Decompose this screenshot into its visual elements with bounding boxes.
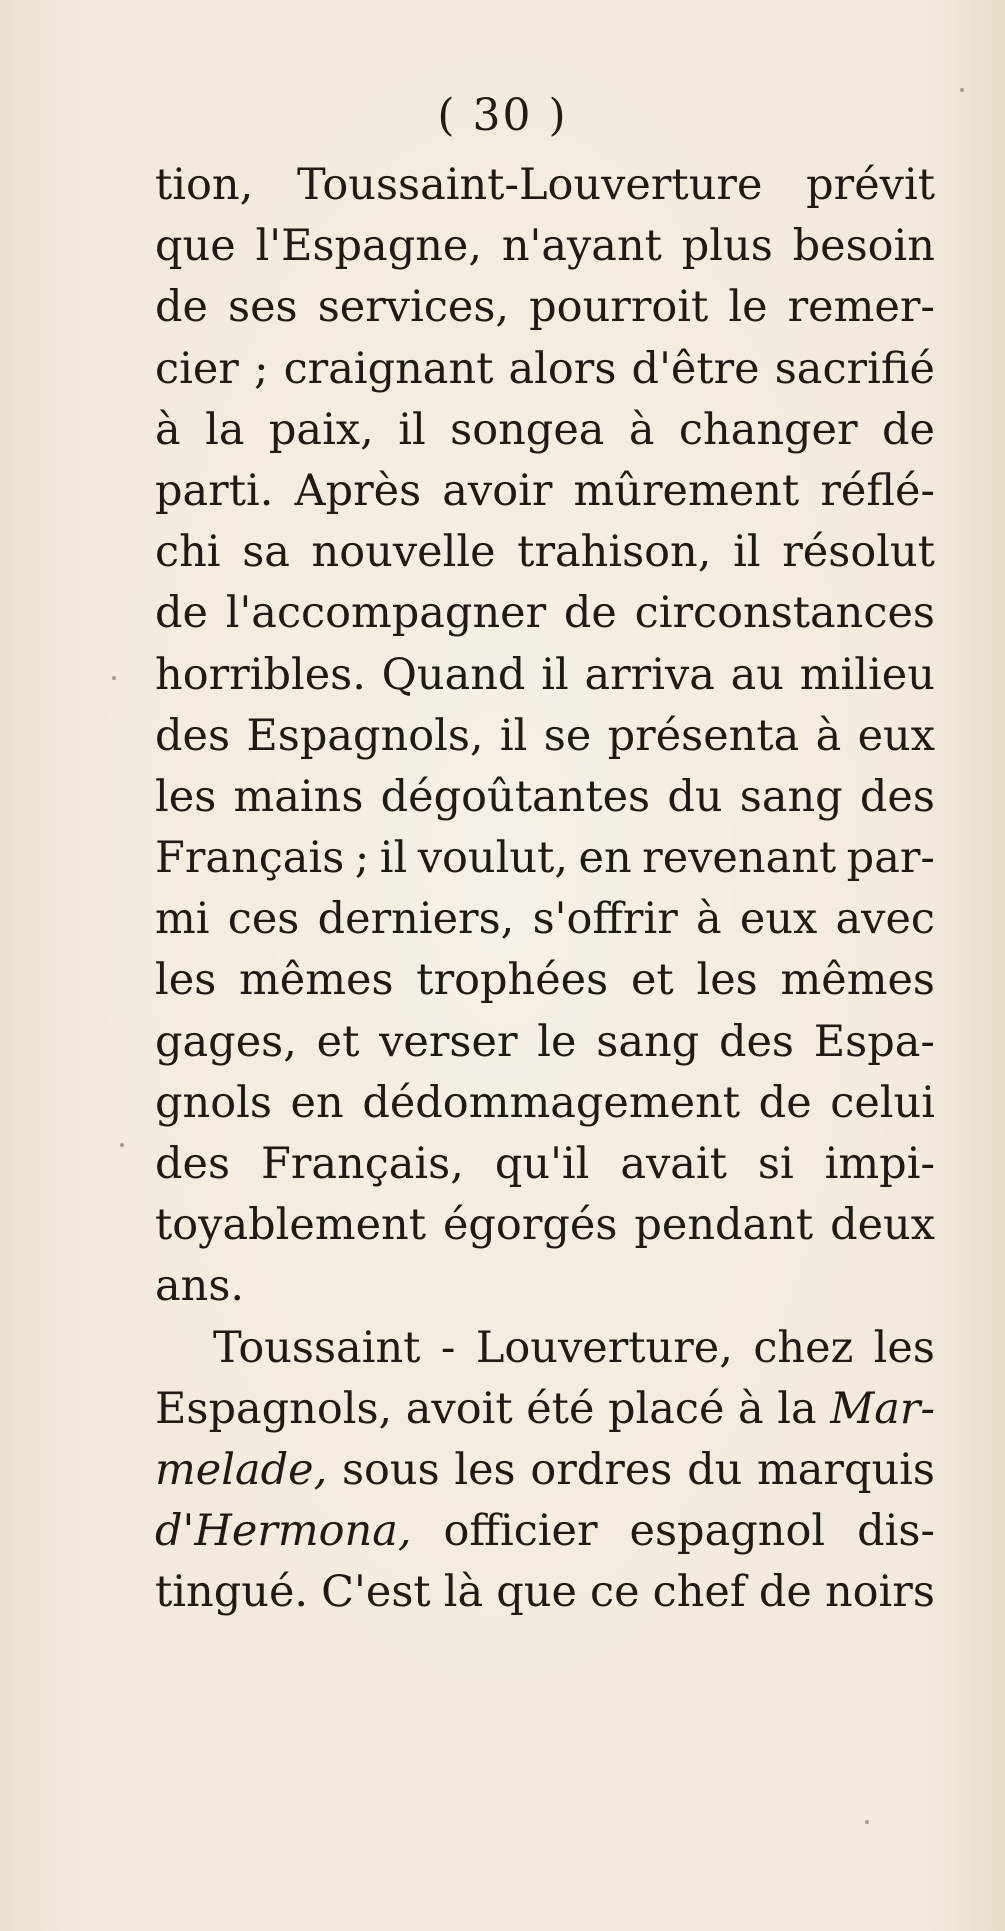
word: arriva: [584, 649, 715, 700]
word: sang: [596, 1016, 700, 1067]
word: impi-: [824, 1139, 935, 1189]
word: et: [316, 1016, 360, 1067]
word: du: [687, 1444, 743, 1495]
ink-speck: [960, 88, 964, 92]
word: milieu: [799, 649, 935, 700]
word: de: [155, 588, 208, 639]
word: des: [718, 1016, 794, 1067]
word: été: [526, 1383, 595, 1434]
word: pourroit: [529, 282, 709, 333]
word: d'Hermona,: [155, 1506, 412, 1557]
word: en: [290, 1077, 344, 1128]
word: avait: [620, 1139, 727, 1189]
text-line: [155, 1318, 935, 1379]
word: au: [730, 649, 785, 700]
word: là: [443, 1567, 484, 1618]
word: chez: [753, 1322, 854, 1373]
word: Espagnols,: [246, 710, 484, 761]
word: la: [205, 404, 245, 455]
text-line: [155, 461, 935, 522]
word: il: [499, 710, 528, 761]
word: Mar-: [830, 1383, 935, 1434]
word: remer-: [787, 282, 935, 333]
word: avec: [835, 894, 935, 945]
ink-speck: [112, 676, 116, 680]
word: d'être: [631, 343, 760, 394]
word: melade,: [155, 1444, 328, 1495]
word: il: [379, 833, 408, 884]
word: en: [578, 833, 632, 884]
word: à: [155, 404, 181, 455]
word: de: [758, 1077, 812, 1128]
word: Après: [294, 465, 422, 516]
text-line: [155, 522, 935, 583]
word: mi: [155, 894, 210, 945]
ink-speck: [865, 1820, 869, 1824]
text-line: [155, 339, 935, 400]
word: trahison,: [517, 527, 712, 578]
word: dégoûtantes: [380, 771, 651, 822]
word: les: [696, 955, 758, 1006]
word: Louverture,: [475, 1322, 733, 1373]
text-line: [155, 1256, 935, 1317]
word: celui: [830, 1077, 935, 1128]
word: revenant: [642, 833, 837, 884]
word: ces: [227, 894, 300, 945]
word: ordres: [530, 1444, 673, 1495]
word: eux: [857, 710, 935, 761]
word: Toussaint: [213, 1322, 421, 1373]
word: placé: [608, 1383, 725, 1434]
word: tingué.: [155, 1567, 309, 1618]
word: tion,: [155, 160, 254, 210]
word: nouvelle: [311, 527, 496, 578]
word: des: [155, 1139, 231, 1189]
text-line: [155, 645, 935, 706]
word: sous: [341, 1444, 440, 1495]
word: Toussaint-Louverture: [297, 160, 763, 210]
word: il: [541, 649, 569, 700]
word: si: [757, 1139, 794, 1189]
word: Français,: [260, 1139, 464, 1189]
word: Espa-: [813, 1016, 935, 1067]
word: qu'il: [494, 1139, 590, 1189]
word: pendant: [634, 1200, 814, 1251]
word: de: [563, 588, 617, 639]
text-line: [155, 1379, 935, 1440]
text-line: [155, 767, 935, 828]
word: deux: [830, 1200, 935, 1251]
text-line: [155, 950, 935, 1011]
word: besoin: [792, 221, 935, 272]
word: du: [667, 771, 723, 822]
text-line: [155, 828, 935, 889]
word: verser: [379, 1016, 518, 1067]
word: des: [155, 710, 231, 761]
word: gages,: [155, 1016, 297, 1067]
text-line: [155, 1073, 935, 1134]
word: s'offrir: [532, 894, 678, 945]
word: cier: [155, 343, 239, 394]
word: horribles.: [155, 649, 366, 700]
word: les: [454, 1444, 516, 1495]
word: résolut: [782, 527, 935, 578]
word: il: [398, 404, 426, 455]
text-line: [155, 1134, 935, 1195]
word: les: [155, 771, 217, 822]
word: à: [738, 1383, 764, 1434]
word: chef: [652, 1567, 746, 1618]
word: derniers,: [317, 894, 515, 945]
word: C'est: [321, 1567, 431, 1618]
word: ce: [590, 1567, 640, 1618]
word: par-: [846, 833, 935, 884]
word: à: [628, 404, 655, 455]
word: les: [155, 955, 217, 1006]
word: noirs: [824, 1567, 935, 1618]
word: ses: [228, 282, 298, 333]
word: Français: [155, 833, 345, 884]
word: officier: [443, 1506, 598, 1557]
word: Espagnols,: [155, 1383, 393, 1434]
word: services,: [317, 282, 510, 333]
word: dédommagement: [362, 1077, 741, 1128]
word: et: [630, 955, 674, 1006]
word: à: [696, 894, 722, 945]
word: les: [873, 1322, 935, 1373]
word: avoir: [442, 465, 553, 516]
text-line: [155, 400, 935, 461]
word: trophées: [416, 955, 609, 1006]
word: mêmes: [239, 955, 394, 1006]
word: parti.: [155, 465, 274, 516]
word: toyablement: [155, 1200, 427, 1251]
word: de: [882, 404, 935, 455]
text-line: [155, 706, 935, 767]
word: espagnol: [629, 1506, 826, 1557]
word: eux: [739, 894, 818, 945]
word: prévit: [806, 160, 935, 210]
word: de: [155, 282, 208, 333]
word: craignant: [283, 343, 494, 394]
word: sang: [739, 771, 843, 822]
text-line: [155, 216, 935, 277]
body-text: [155, 155, 935, 1624]
word: paix,: [268, 404, 374, 455]
word: Quand: [381, 649, 526, 700]
word: voulut,: [417, 833, 569, 884]
word: à: [815, 710, 842, 761]
word: la: [777, 1383, 817, 1434]
word: le: [728, 282, 768, 333]
word: ;: [253, 343, 269, 394]
word: songea: [450, 404, 605, 455]
word: il: [733, 527, 761, 578]
word: réflé-: [820, 465, 935, 516]
text-line: [155, 583, 935, 644]
word: alors: [508, 343, 617, 394]
page-number: ( 30 ): [437, 90, 568, 141]
word: plus: [681, 221, 773, 272]
text-line: [155, 1440, 935, 1501]
text-line: [155, 155, 935, 216]
word: -: [440, 1322, 456, 1373]
word: dis-: [857, 1506, 935, 1557]
word: marquis: [756, 1444, 935, 1495]
word: changer: [678, 404, 858, 455]
word: l'Espagne,: [255, 221, 483, 272]
word: circonstances: [634, 588, 935, 639]
text-line: [155, 1501, 935, 1562]
word: égorgés: [442, 1200, 618, 1251]
ink-speck: [120, 1143, 124, 1147]
word: que: [155, 221, 236, 272]
word: ;: [354, 833, 370, 884]
text-line: [155, 1195, 935, 1256]
word: gnols: [155, 1077, 272, 1128]
word: ans.: [155, 1261, 245, 1312]
word: des: [859, 771, 935, 822]
word: sacrifié: [774, 343, 935, 394]
word: mains: [233, 771, 364, 822]
text-line: [155, 1562, 935, 1623]
word: chi: [155, 527, 221, 578]
text-line: [155, 277, 935, 338]
word: présenta: [607, 710, 800, 761]
word: mêmes: [780, 955, 935, 1006]
word: que: [496, 1567, 577, 1618]
word: de: [758, 1567, 812, 1618]
word: mûrement: [573, 465, 800, 516]
word: n'ayant: [501, 221, 662, 272]
word: se: [543, 710, 592, 761]
text-line: [155, 1012, 935, 1073]
word: l'accompagner: [225, 588, 547, 639]
word: sa: [242, 527, 290, 578]
word: avoit: [405, 1383, 513, 1434]
word: le: [537, 1016, 577, 1067]
text-line: [155, 889, 935, 950]
